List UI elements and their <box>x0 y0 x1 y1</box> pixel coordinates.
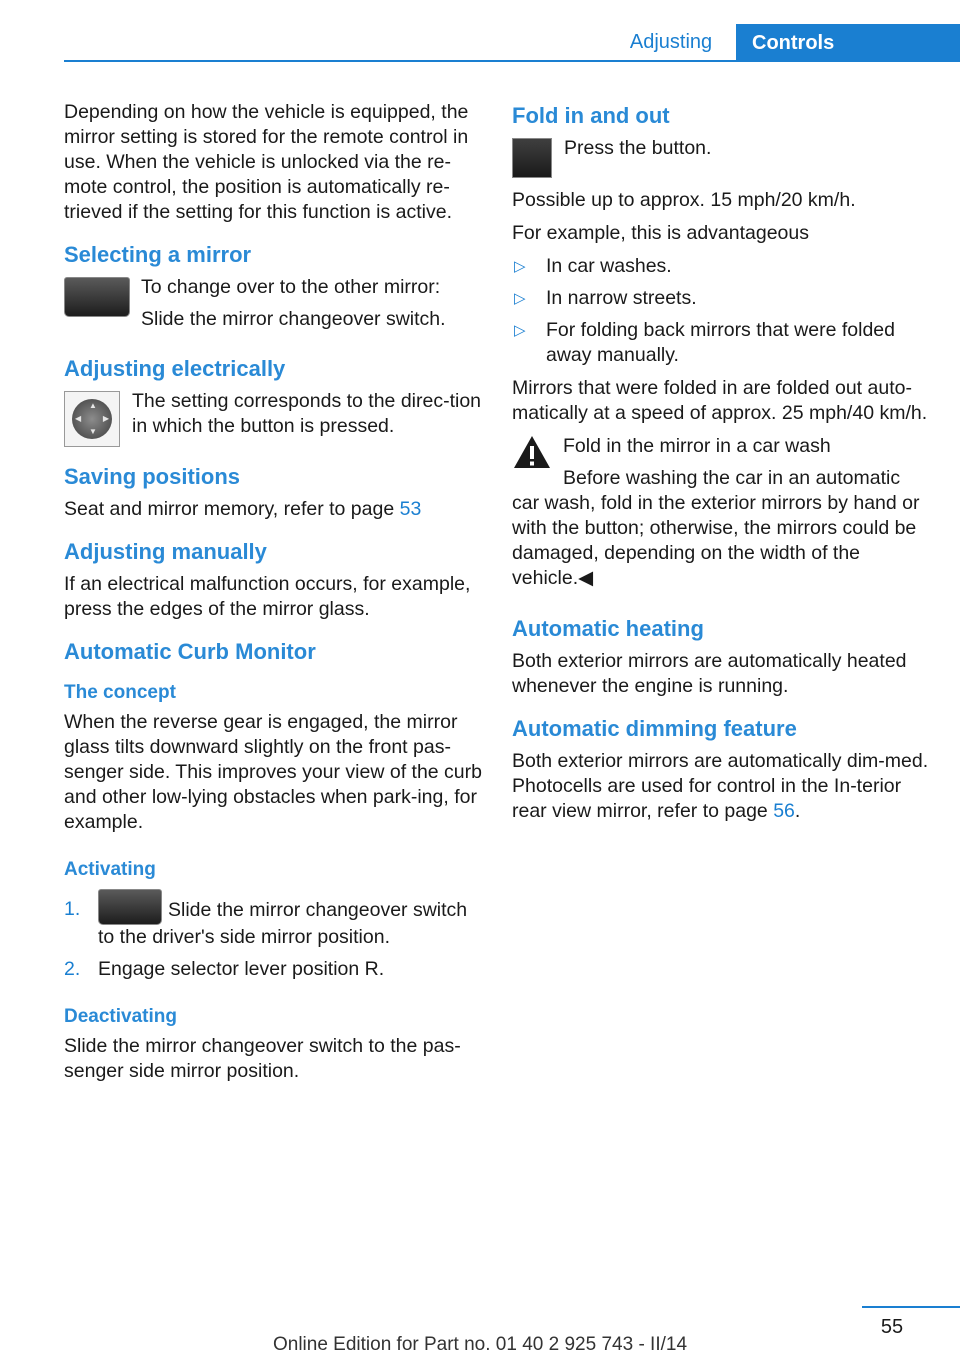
concept-heading: The concept <box>64 682 176 703</box>
fold-button-block <box>512 136 932 178</box>
mirror-changeover-switch-icon <box>98 889 162 925</box>
dimming-heading: Automatic dimming feature <box>512 716 797 741</box>
header-rule <box>64 60 960 62</box>
page-number: 55 <box>880 1316 904 1338</box>
heating-text: Both exterior mirrors are automatically heated whenever the engine is running. <box>512 650 907 697</box>
step-item: 1. Slide the mirror changeover switch to the driver's side mirror position. <box>64 897 482 950</box>
adjusting-electrically-text: The setting corresponds to the direc-tion in which the button is pressed. <box>132 390 482 437</box>
adjusting-electrically-heading: Adjusting electrically <box>64 356 286 381</box>
warning-text: car wash, fold in the exterior mirrors by hand or with the button; otherwise, the mirrors could be damaged, depending on the width of the vehicle.◀ <box>512 492 920 589</box>
activating-heading: Activating <box>64 859 156 880</box>
list-item: ▷ In car washes. <box>514 255 672 277</box>
fold-button-icon <box>512 138 552 178</box>
selecting-line-1: To change over to the other mirror: <box>141 276 441 298</box>
mirror-changeover-switch-icon <box>64 277 130 317</box>
heating-heading: Automatic heating <box>512 616 704 641</box>
fold-auto-text: Mirrors that were folded in are folded out auto-matically at a speed of approx. 25 mph/40 km/h. <box>512 377 928 424</box>
page-53-link[interactable]: 53 <box>399 498 422 520</box>
intro-paragraph: Depending on how the vehicle is equipped, the mirror setting is stored for the remote control in use. When the vehicle is unlocked via the re-mote control, the position is automatically re-trieved if the setting for this function is active. <box>64 101 469 223</box>
mirror-adjust-pad-icon: ▲ ▼ ◀ ▶ <box>64 391 120 447</box>
selecting-line-2: Slide the mirror changeover switch. <box>141 308 446 330</box>
footer-rule <box>862 1306 960 1308</box>
fold-heading: Fold in and out <box>512 103 670 128</box>
deactivating-text: Slide the mirror changeover switch to the pas-senger side mirror position. <box>64 1035 461 1082</box>
adjusting-electrically-block <box>64 389 482 447</box>
fold-bullets <box>512 254 932 368</box>
curb-monitor-heading: Automatic Curb Monitor <box>64 639 316 664</box>
selecting-mirror-heading: Selecting a mirror <box>64 242 252 267</box>
list-item: ▷ In narrow streets. <box>514 287 697 309</box>
activating-steps <box>64 897 482 982</box>
warning-triangle-icon <box>512 434 552 470</box>
step-item: 2. Engage selector lever position R. <box>64 958 385 980</box>
selecting-mirror-block <box>64 275 482 339</box>
triangle-bullet-icon: ▷ <box>514 258 526 275</box>
left-column <box>64 100 482 1092</box>
fold-advantage-text: For example, this is advantageous <box>512 222 809 244</box>
concept-text: When the reverse gear is engaged, the mirror glass tilts downward slightly on the front pas-senger side. This improves your view of the curb and other low-lying obstacles when park-ing, for example. <box>64 711 482 833</box>
warning-title: Fold in the mirror in a car wash <box>563 435 831 457</box>
fold-speed-text: Possible up to approx. 15 mph/20 km/h. <box>512 189 856 211</box>
warning-first-line: Before washing the car in an automatic <box>563 467 901 489</box>
header-section-tab: Adjusting <box>629 30 713 53</box>
dimming-text: Both exterior mirrors are automatically dim-med. Photocells are used for control in the In-terior rear view mirror, refer to page 56. <box>512 750 929 822</box>
edition-footer: Online Edition for Part no. 01 40 2 925 743 - II/14 <box>272 1334 688 1355</box>
triangle-bullet-icon: ▷ <box>514 290 526 307</box>
adjusting-manually-heading: Adjusting manually <box>64 539 267 564</box>
right-column <box>512 100 932 832</box>
list-item: ▷ For folding back mirrors that were folded away manually. <box>514 319 895 366</box>
warning-block <box>512 434 932 491</box>
adjusting-manually-text: If an electrical malfunction occurs, for example, press the edges of the mirror glass. <box>64 573 471 620</box>
page-56-link[interactable]: 56 <box>773 800 795 822</box>
header-chapter-tab: Controls <box>736 24 960 62</box>
deactivating-heading: Deactivating <box>64 1006 177 1027</box>
fold-press-text: Press the button. <box>564 137 712 159</box>
saving-positions-text: Seat and mirror memory, refer to page 53 <box>64 498 422 520</box>
saving-positions-heading: Saving positions <box>64 464 241 489</box>
triangle-bullet-icon: ▷ <box>514 322 526 339</box>
